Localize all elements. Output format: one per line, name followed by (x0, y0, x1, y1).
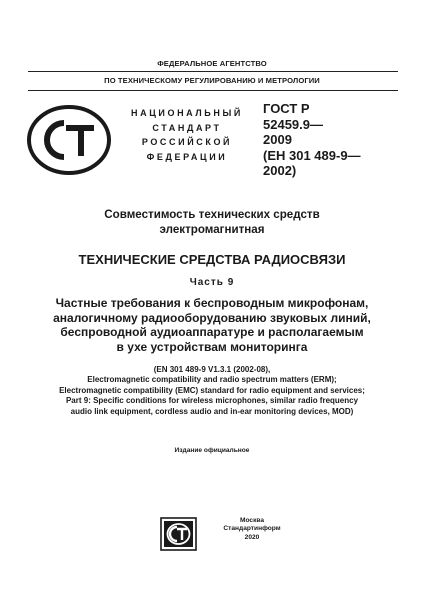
rst-emblem-icon (26, 104, 112, 176)
header-divider-bottom (28, 90, 398, 91)
agency-name: ФЕДЕРАЛЬНОЕ АГЕНТСТВО (157, 59, 267, 68)
part-label: Часть 9 (189, 277, 235, 288)
english-line: Electromagnetic compatibility and radio spectrum matters (ERM); (87, 375, 337, 385)
part-title-line: беспроводной аудиоаппаратуре и располагаемым (60, 325, 364, 340)
edition-label: Издание официальное (174, 447, 250, 454)
part-title-line: аналогичному радиооборудованию звуковых линий, (53, 310, 371, 325)
designation-line: (ЕН 301 489-9— (263, 147, 361, 163)
standard-type-block (112, 106, 262, 164)
part-title-line: в ухе устройствам мониторинга (116, 339, 308, 354)
designation-line: ГОСТ Р (263, 101, 310, 116)
title-line: электромагнитная (159, 222, 265, 236)
publisher-name: Стандартинформ (223, 525, 281, 533)
english-line: (EN 301 489-9 V1.3.1 (2002-08), (153, 365, 271, 374)
standard-type-line: ФЕДЕРАЦИИ (146, 151, 228, 162)
agency-subtitle: ПО ТЕХНИЧЕСКОМУ РЕГУЛИРОВАНИЮ И МЕТРОЛОГИИ (104, 76, 320, 85)
part-title (0, 296, 424, 354)
standard-type-line: РОССИЙСКОЙ (141, 137, 233, 147)
designation-line: 52459.9— (263, 116, 323, 132)
publisher-block (212, 517, 292, 542)
standard-type-line: СТАНДАРТ (152, 122, 222, 133)
designation-line: 2002) (263, 163, 297, 178)
designation-line: 2009 (263, 132, 292, 147)
english-line: audio link equipment, cordless audio and in-ear monitoring devices, MOD) (70, 406, 354, 416)
english-reference (0, 365, 424, 417)
header-divider-top (28, 71, 398, 72)
publisher-city: Москва (239, 517, 265, 524)
publisher-year: 2020 (244, 533, 260, 541)
part-title-line: Частные требования к беспроводным микрофонам, (55, 296, 369, 310)
english-line: Electromagnetic compatibility (EMC) standard for radio equipment and services; (59, 385, 365, 395)
standard-type-line: НАЦИОНАЛЬНЫЙ (131, 108, 243, 118)
standard-designation (263, 101, 398, 179)
standartinform-logo-icon (160, 517, 197, 551)
document-title (0, 208, 424, 237)
main-title: ТЕХНИЧЕСКИЕ СРЕДСТВА РАДИОСВЯЗИ (78, 252, 346, 267)
title-line: Совместимость технических средств (104, 208, 320, 221)
english-line: Part 9: Specific conditions for wireless microphones, similar radio frequency (65, 396, 359, 406)
